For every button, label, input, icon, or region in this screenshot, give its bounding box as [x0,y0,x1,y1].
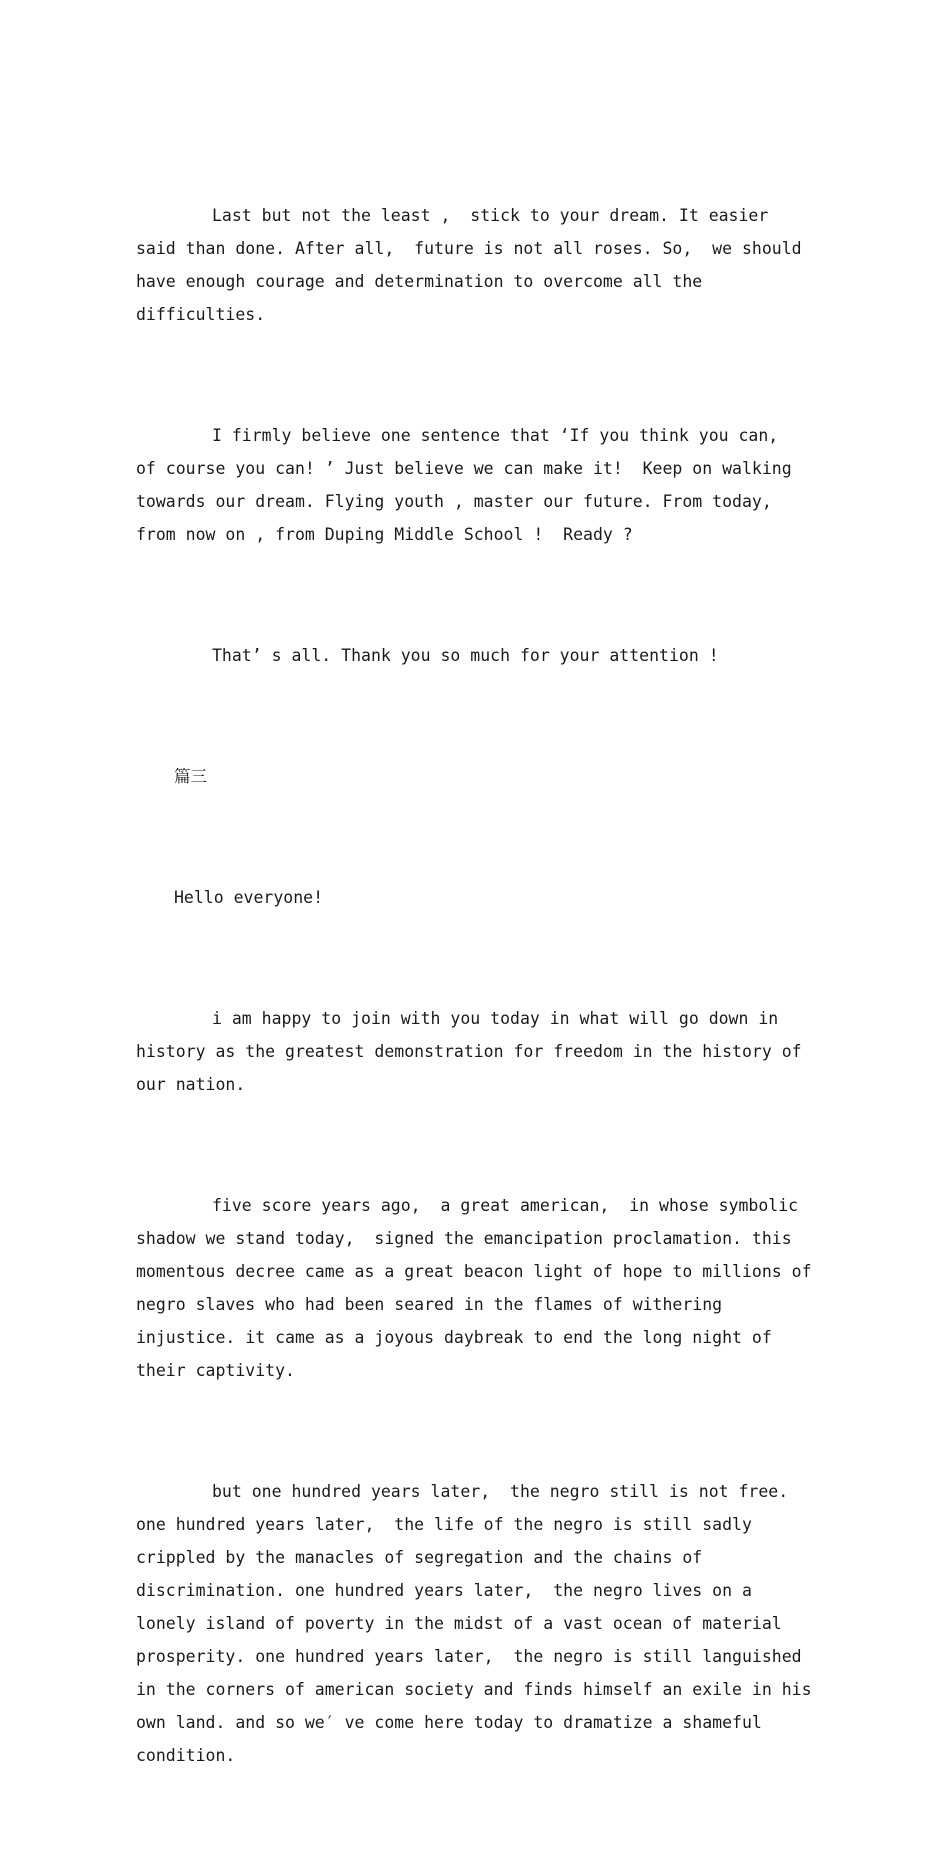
paragraph-stick-to-dream: Last but not the least , stick to your dream. It easier said than done. After all, future is not all roses. So, we should have enough courage and determination to overcome all the difficulties. [136,206,812,324]
paragraph-thats-all: That’ s all. Thank you so much for your attention ! [212,646,719,665]
paragraph-one-hundred-years: but one hundred years later, the negro still is not free. one hundred years later, the life of the negro is still sadly crippled by the manacles of segregation and the chains of discrimination. one hundred years later, the negro lives on a lonely island of poverty in the midst of a vast ocean of material prosperity. one hundred years later, the negro is still languished in the corners of american society and finds himself an exile in his own land. and so we′ ve come here today to dramatize a shameful condition. [136,1482,822,1765]
paragraph-firmly-believe: I firmly believe one sentence that ‘If you think you can, of course you can! ’ Just believe we can make it! Keep on walking towards our dream. Flying youth , master our future. From today, from now on , from Duping Middle School ! Ready ? [136,426,802,544]
document-body [136,133,822,1860]
section-heading: 篇三 [174,767,207,786]
greeting-line: Hello everyone! [174,888,324,907]
paragraph-five-score: five score years ago, a great american, in whose symbolic shadow we stand today, signed the emancipation proclamation. this momentous decree came as a great beacon light of hope to millions of negro slaves who had been seared in the flames of withering injustice. it came as a joyous daybreak to end the long night of their captivity. [136,1196,822,1380]
paragraph-happy-to-join: i am happy to join with you today in what will go down in history as the greatest demonstration for freedom in the history of our nation. [136,1009,812,1094]
